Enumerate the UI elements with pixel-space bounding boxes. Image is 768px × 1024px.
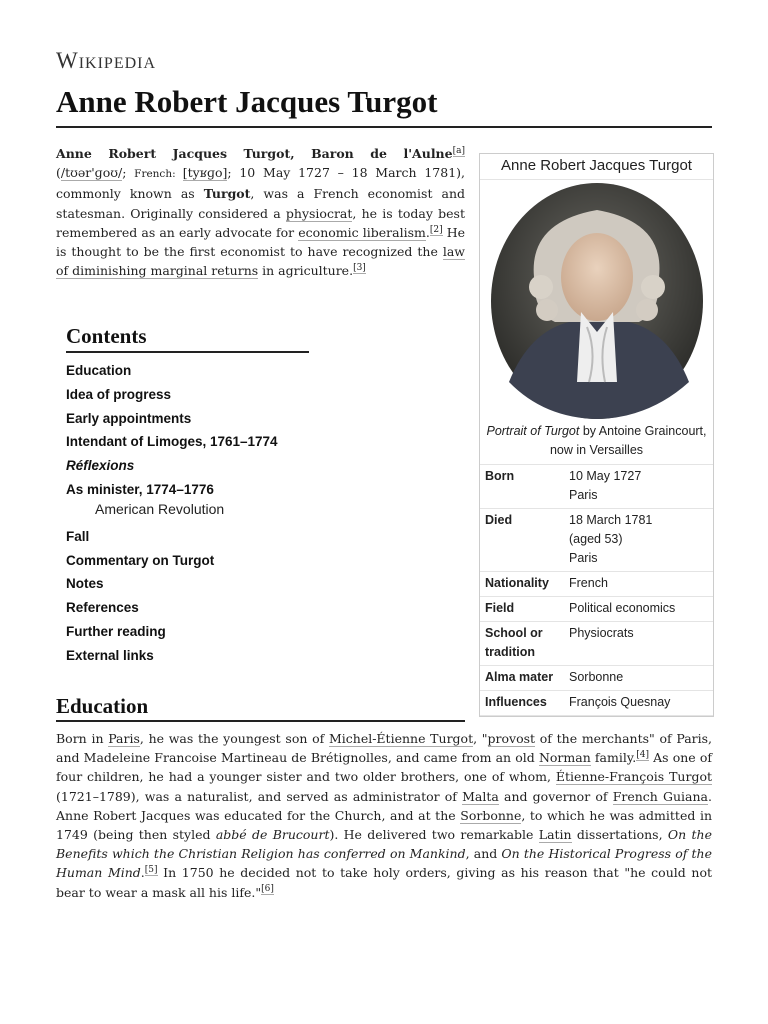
pronunciation-link[interactable]: /tʊər'ɡoʊ/	[60, 165, 123, 181]
body-text: dissertations,	[571, 827, 668, 843]
diminishing-returns-link[interactable]: law of diminishing marginal returns	[56, 244, 465, 279]
dissertation-title-2: On the Historical Progress of the Human Mind	[56, 846, 712, 881]
french-ipa-link[interactable]: [tyʁɡo]	[182, 165, 228, 181]
etienne-francois-turgot-link[interactable]: Étienne-François Turgot	[555, 769, 712, 785]
lead-bold-name: Anne Robert Jacques Turgot, Baron de l'Aulne	[56, 146, 453, 161]
toc-item-commentary[interactable]: Commentary on Turgot	[66, 552, 215, 568]
infobox	[479, 153, 714, 717]
lead-bold-short: Turgot	[203, 186, 251, 202]
infobox-value-line: Sorbonne	[569, 670, 624, 684]
pron-open: (	[56, 165, 61, 181]
norman-link[interactable]: Norman	[538, 750, 591, 766]
toc-item-external-links[interactable]: External links	[66, 647, 154, 663]
toc-item-references[interactable]: References	[66, 600, 139, 616]
infobox-label: Born	[485, 469, 515, 483]
lead-text-5: He is thought to be the first economist to have recognized the	[56, 224, 465, 260]
toc-item-reflexions[interactable]: Réflexions	[66, 458, 135, 474]
lead-text-2: , was a French economist and statesman. Originally considered a	[56, 186, 465, 221]
footnote-4[interactable]: [4]	[636, 750, 649, 761]
infobox-rows	[480, 465, 713, 716]
body-text: , to which he was admitted in 1749 (being then styled	[56, 807, 712, 843]
toc-item-idea-of-progress[interactable]: Idea of progress	[66, 386, 172, 402]
pron-close: ;	[122, 165, 135, 181]
infobox-label: School or tradition	[485, 626, 543, 659]
wikipedia-wordmark[interactable]: Wikipedia	[56, 48, 157, 73]
body-text: , and	[465, 846, 502, 862]
paris-link[interactable]: Paris	[108, 731, 140, 746]
table-of-contents	[66, 324, 309, 668]
infobox-value	[569, 511, 713, 568]
infobox-row	[480, 622, 713, 666]
infobox-value	[569, 467, 713, 505]
footnote-2[interactable]: [2]	[429, 224, 443, 235]
infobox-value	[569, 693, 713, 712]
lead-text-6: in agriculture.	[258, 263, 354, 279]
lead-text-1: ; 10 May 1727 – 18 March 1781), commonly known as	[56, 165, 465, 202]
body-text: , "	[473, 731, 488, 746]
toc-item-further-reading[interactable]: Further reading	[66, 623, 166, 639]
body-text: , he was the youngest son of	[139, 731, 329, 746]
infobox-row	[480, 572, 713, 597]
infobox-label: Died	[485, 513, 513, 527]
body-text: ). He delivered two remarkable	[329, 827, 539, 843]
infobox-label: Alma mater	[485, 670, 554, 684]
infobox-row	[480, 465, 713, 509]
latin-link[interactable]: Latin	[538, 827, 572, 843]
infobox-row	[480, 666, 713, 691]
infobox-value-line: French	[569, 576, 608, 590]
portrait-caption	[480, 420, 713, 465]
toc-item-notes[interactable]: Notes	[66, 576, 104, 592]
body-text: (1721–1789), was a naturalist, and served as administrator of	[56, 788, 463, 804]
toc-item-as-minister[interactable]: As minister, 1774–1776	[66, 481, 214, 497]
infobox-row	[480, 597, 713, 622]
infobox-title: Anne Robert Jacques Turgot	[480, 154, 713, 180]
body-text: and governor of	[498, 788, 613, 804]
infobox-value	[569, 574, 713, 593]
infobox-label: Nationality	[485, 576, 549, 590]
page-title: Anne Robert Jacques Turgot	[56, 84, 712, 128]
provost-link[interactable]: provost	[487, 731, 536, 746]
infobox-value	[569, 668, 713, 687]
toc-item-early-appointments[interactable]: Early appointments	[66, 410, 192, 426]
michel-etienne-turgot-link[interactable]: Michel-Étienne Turgot	[328, 731, 474, 746]
section-heading-education: Education	[56, 694, 465, 722]
body-text: In 1750 he decided not to take holy orders, giving as his reason that "he could not bear to wear a mask all his life."	[56, 865, 712, 900]
footnote-6[interactable]: [6]	[261, 884, 274, 895]
footnote-a[interactable]: [a]	[452, 145, 465, 156]
dissertation-title-1: On the Benefits which the Christian Religion has conferred on Mankind	[56, 827, 712, 862]
lead-text-3: , he is today best remembered as an early advocate for	[56, 205, 465, 240]
infobox-value-line: Paris	[569, 488, 598, 502]
infobox-value-line: (aged 53)	[569, 532, 623, 546]
body-text: As one of four children, he had a younger sister and two older brothers, one of whom,	[56, 750, 713, 785]
infobox-label: Influences	[485, 695, 547, 709]
toc-item-education[interactable]: Education	[66, 363, 132, 378]
toc-item-fall[interactable]: Fall	[66, 528, 90, 544]
physiocrat-link[interactable]: physiocrat	[285, 205, 353, 221]
infobox-value	[569, 599, 713, 618]
infobox-label: Field	[485, 601, 515, 615]
french-label: French:	[134, 168, 183, 181]
french-guiana-link[interactable]: French Guiana	[612, 788, 708, 804]
infobox-row	[480, 509, 713, 572]
body-text: . Anne Robert Jacques was educated for the Church, and at the	[56, 788, 712, 823]
toc-item-intendant-of-limoges[interactable]: Intendant of Limoges, 1761–1774	[66, 434, 278, 450]
infobox-value-line: 18 March 1781	[569, 513, 653, 527]
toc-subitem-american-revolution[interactable]: American Revolution	[95, 500, 225, 517]
infobox-value-line: Paris	[569, 551, 598, 565]
education-paragraph	[56, 729, 712, 902]
malta-link[interactable]: Malta	[462, 788, 499, 804]
infobox-value-line: 10 May 1727	[569, 469, 642, 483]
sorbonne-link[interactable]: Sorbonne	[460, 807, 522, 823]
portrait-image[interactable]	[489, 182, 705, 420]
caption-rest: by Antoine Graincourt, now in Versailles	[549, 424, 707, 457]
contents-title: Contents	[66, 324, 309, 353]
abbe-italic: abbé de Brucourt	[215, 827, 330, 843]
lead-text-4: .	[425, 224, 430, 240]
footnote-3[interactable]: [3]	[353, 263, 366, 274]
economic-liberalism-link[interactable]: economic liberalism	[298, 224, 426, 240]
body-text: family.	[590, 750, 637, 766]
footnote-5[interactable]: [5]	[144, 865, 158, 876]
infobox-value-line: Political economics	[569, 601, 676, 615]
infobox-value	[569, 624, 713, 662]
caption-italic: Portrait of Turgot	[486, 424, 580, 438]
infobox-value-line: François Quesnay	[569, 695, 671, 709]
lead-paragraph	[56, 144, 465, 280]
infobox-row	[480, 691, 713, 716]
body-text: .	[140, 865, 145, 881]
infobox-value-line: Physiocrats	[569, 626, 634, 640]
body-text: Born in	[56, 731, 109, 746]
body-text: of the merchants" of Paris, and Madeleine Francoise Martineau de Brétignolles, and came from an old	[56, 731, 713, 766]
